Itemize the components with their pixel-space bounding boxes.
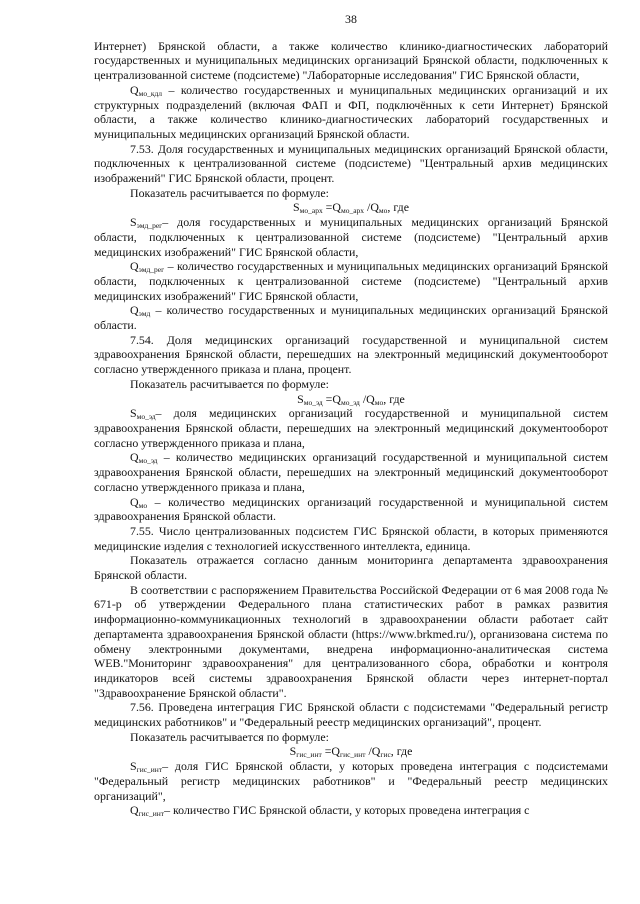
subscript: мо_кдл [138, 88, 163, 98]
subscript: гис_инт [340, 750, 366, 760]
subscript: мо [374, 397, 384, 407]
subscript: гис [380, 750, 391, 760]
paragraph-p16: Показатель отражается согласно данным мониторинга департамента здравоохранения Брянской области. [94, 553, 608, 583]
text-run: , где [383, 391, 405, 406]
text-run: =Q [321, 744, 341, 759]
subscript: мо_эд [136, 412, 156, 422]
paragraph-p21 [94, 759, 608, 803]
paragraph-p14 [94, 495, 608, 524]
text-run: – доля медицинских организаций государственной и муниципальной систем здравоохранения Брянской области, перешедших на электронный медицинский документооборот согласно утвержденного приказа и плана, [94, 406, 608, 450]
text-run: Q [130, 259, 139, 274]
paragraph-p13 [94, 450, 608, 494]
subscript: гис_инт [136, 765, 163, 775]
paragraph-p18: 7.56. Проведена интеграция ГИС Брянской области с подсистемами "Федеральный регистр медицинских работников" и "Федеральный реестр медицинских организаций", процент. [94, 700, 608, 730]
formula [94, 200, 608, 215]
paragraph-p03: 7.53. Доля государственных и муниципальных медицинских организаций Брянской области, подключенных к централизованной системе (подсистеме) "Центральный архив медицинских изображений" ГИС Брянской области, процент. [94, 141, 608, 186]
text-run: , где [387, 200, 409, 215]
text-run: Q [130, 803, 139, 818]
paragraph-p07 [94, 259, 608, 303]
subscript: эмд_рег [138, 265, 165, 275]
text-run: – доля государственных и муниципальных медицинских организаций Брянской области, подключенных к централизованной системе (подсистеме) "Центральный архив медицинских изображений" ГИС Брянской области, [94, 215, 608, 259]
formula [94, 744, 608, 759]
subscript: гис_инт [138, 809, 165, 819]
paragraph-p09: 7.54. Доля медицинских организаций государственной и муниципальной систем здравоохранения Брянской области, перешедших на электронный медицинский документооборот согласно утвержденного приказа и плана, процент. [94, 332, 608, 377]
subscript: мо_арх [340, 206, 365, 216]
subscript: эмд [138, 309, 151, 319]
text-run: Q [130, 450, 139, 465]
text-run: – количество государственных и муниципальных медицинских организаций Брянской области, подключенных к централизованной системе (подсистеме) "Центральный архив медицинских изображений" ГИС Брянской области, [94, 259, 608, 303]
text-run: S [130, 406, 137, 421]
text-run: – количество государственных и муниципальных медицинских организаций и их структурных подразделений (включая ФАП и ФП, подключённых к сети Интернет) Брянской области, а также количество клинико-диагностических лабораторий государственных и муниципальных медицинских организаций Брянской области. [94, 82, 608, 141]
subscript: мо [378, 206, 388, 216]
subscript: гис_инт [296, 750, 322, 760]
paragraph-p15: 7.55. Число централизованных подсистем ГИС Брянской области, в которых применяются медицинские изделия с технологией искусственного интеллекта, единица. [94, 523, 608, 553]
subscript: мо_эд [138, 456, 158, 466]
subscript: мо_эд [340, 397, 360, 407]
text-run: =Q [322, 200, 341, 215]
paragraph-p12 [94, 406, 608, 450]
text-run: , где [390, 744, 413, 759]
subscript: мо_эд [303, 397, 323, 407]
paragraph-p06 [94, 215, 608, 259]
paragraph-p08 [94, 303, 608, 332]
paragraph-p17: В соответствии с распоряжением Правительства Российской Федерации от 6 мая 2008 года № 671-р об утверждении Федерального плана статистических работ в рамках развития информационно-коммуникационных технологий в здравоохранении области работает сайт департамента здравоохранения Брянской области (https://www.brkmed.ru/), организована система по обмену электронными документами, внедрена информационно-аналитическая система WEB."Мониторинг здравоохранения" для централизованного сбора, обработки и контроля индикаторов всей системы здравоохранения Брянской области через интернет-портал "Здравоохранение Брянской области". [94, 582, 608, 700]
paragraph-p10: Показатель расчитывается по формуле: [130, 376, 329, 391]
text-run: /Q [365, 744, 381, 759]
paragraph-p19: Показатель расчитывается по формуле: [130, 729, 329, 744]
paragraph-p04: Показатель расчитывается по формуле: [130, 185, 329, 200]
subscript: мо_арх [299, 206, 323, 216]
document-body [94, 39, 608, 818]
text-run: S [293, 200, 300, 215]
text-run: Q [130, 303, 139, 318]
text-run: S [130, 759, 137, 774]
text-run: Q [130, 494, 139, 509]
page-number: 38 [345, 12, 357, 26]
text-run: – доля ГИС Брянской области, у которых проведена интеграция с подсистемами "Федеральный регистр медицинских работников" и "Федеральный реестр медицинских организаций", [94, 759, 608, 803]
text-run: – количество ГИС Брянской области, у которых проведена интеграция с [164, 803, 530, 818]
subscript: эмд_рег [136, 221, 163, 231]
text-run: /Q [364, 200, 379, 215]
text-run: /Q [359, 391, 375, 406]
subscript: мо [138, 500, 148, 510]
paragraph-p02 [94, 83, 608, 142]
paragraph-p22 [94, 803, 608, 818]
text-run: S [130, 215, 137, 230]
formula [94, 392, 608, 407]
text-run: – количество медицинских организаций государственной и муниципальной систем здравоохранения Брянской области, перешедших на электронный медицинский документооборот согласно утвержденного приказа и плана, [94, 450, 608, 494]
text-run: Q [130, 82, 139, 97]
text-run: – количество медицинских организаций государственной и муниципальной систем здравоохранения Брянской области. [94, 494, 608, 524]
text-run: =Q [322, 391, 341, 406]
paragraph-p01: Интернет) Брянской области, а также количество клинико-диагностических лабораторий государственных и муниципальных медицинских организаций Брянской области, подключенных к централизованной системе (подсистеме) "Лабораторные исследования" ГИС Брянской области, [94, 38, 608, 83]
text-run: – количество государственных и муниципальных медицинских организаций Брянской области. [94, 303, 608, 333]
text-run: S [297, 391, 304, 406]
text-run: S [289, 744, 297, 759]
